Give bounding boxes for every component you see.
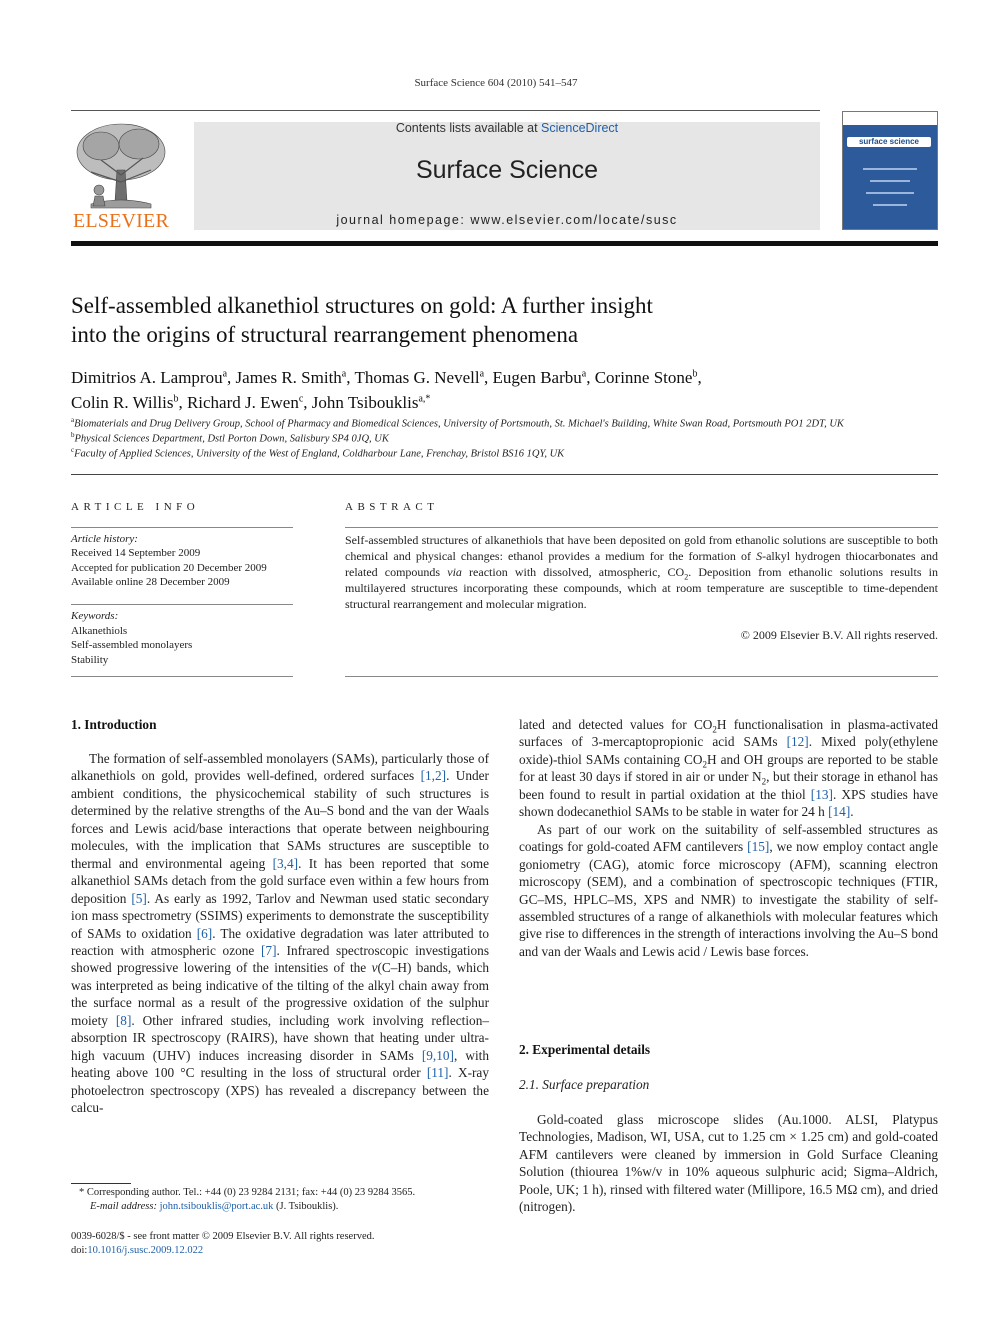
cover-title: surface science [847,137,931,147]
info-rule [71,676,293,677]
journal-cover-image [842,111,938,230]
sciencedirect-link[interactable]: ScienceDirect [541,121,619,135]
keyword: Stability [71,653,109,666]
contents-line [194,121,820,135]
history-item: Received 14 September 2009 [71,547,201,560]
doi-link[interactable]: 10.1016/j.susc.2009.12.022 [87,1245,204,1256]
author[interactable]: Eugen Barbu$^a$, [492,367,595,387]
abstract-rule [345,676,938,677]
journal-citation: Surface Science 604 (2010) 541–547 [414,77,578,89]
abstract-text: Self-assembled structures of alkanethiols that have been deposited on gold from ethanolic solutions are susceptible to both chemical and physical changes: ethanol provides a medium for the formation of S-alkyl hydrogen thiocarbonates and related compounds via reaction with dissolved, atmospheric, $CO_2$. Deposition from ethanolic solutions results in multilayered structures incorporating these compounds, which at room temperature are susceptible to time-dependent structural rearrangement and molecular migration. [345,533,938,611]
keyword: Self-assembled monolayers [71,639,193,651]
header-top-rule [71,110,820,111]
corresponding-author-footnote: * Corresponding author. Tel.: +44 (0) 23 9284 2131; fax: +44 (0) 23 9284 3565. [79,1187,416,1198]
article-info-heading: ARTICLE INFO [71,501,200,513]
surface-preparation-text: Gold-coated glass microscope slides (Au.1000. ALSI, Platypus Technologies, Madison, WI, USA, cut to 1.25 cm × 1.25 cm) and gold-coated AFM cantilevers were cleaned by immersion in Gold Surface Cleaning Solution (thiourea 1%w/v in 10% aqueous sulphuric acid; Sigma–Aldrich, Poole, UK; 1 h), rinsed with filtered water (Millipore, 16.5 MΩ cm), and dried (nitrogen). [519,1112,938,1215]
author[interactable]: Corinne Stone$^b$, [594,367,702,387]
cover-text-line [873,204,907,206]
author[interactable]: Richard J. Ewen$^c$, [186,393,312,413]
journal-homepage[interactable]: journal homepage: www.elsevier.com/locate/susc [336,213,678,227]
journal-name: Surface Science [415,156,599,184]
info-rule [71,527,293,528]
affiliation-rule [71,474,938,475]
introduction-text-left: The formation of self-assembled monolayers (SAMs), particularly those of alkanethiols on gold, provides well-defined, ordered surfaces [1,2]. Under ambient conditions, the physicochemical stability of such structures is determined by the relative strengths of the Au–S bond and the van der Waals forces and Lewis acid/base interactions that operate between neighbouring molecules, with the implication that SAMs structures are susceptible to thermal and environmental ageing [3,4]. It has been reported that some alkanethiol SAMs detach from the gold surface even within a few hours from deposition [5]. As early as 1992, Tarlov and Newman used static secondary ion mass spectrometry (SSIMS) experiments to demonstrate the susceptibility of SAMs to oxidation [6]. The oxidative degradation was later attributed to reaction with atmospheric ozone [7]. Infrared spectroscopic investigations showed progressive lowering of the intensities of the v(C–H) bands, which was interpreted as being indicative of the tilting of the alkyl chain away from the surface normal as a result of the progressive oxidation of the sulphur moiety [8]. Other infrared studies, including work involving reflection–absorption IR spectroscopy (RAIRS), have shown that heating under ultra-high vacuum (UHV) induces increasing disorder in SAMs [9,10], with heating above 100 °C resulting in the loss of structural order [11]. X-ray photoelectron spectroscopy (XPS) has revealed a discrepancy between the calcu- [71,751,489,1116]
affiliation: $^b$Physical Sciences Department, Dstl Porton Down, Salisbury SP4 0JQ, UK [71,431,389,445]
subsection-heading-surface-preparation: 2.1. Surface preparation [519,1077,650,1092]
history-item: Accepted for publication 20 December 2009 [71,561,267,574]
header-bottom-rule [71,241,938,246]
affiliation: $^a$Biomaterials and Drug Delivery Group, School of Pharmacy and Biomedical Sciences, University of Portsmouth, St. Michael's Building, White Swan Road, Portsmouth PO1 2DT, UK [71,416,844,430]
cover-top-band [843,112,937,125]
author-email-link[interactable]: john.tsibouklis@port.ac.uk [159,1201,274,1212]
section-heading-experimental: 2. Experimental details [519,1042,651,1057]
author[interactable]: James R. Smith$^a$, [235,367,355,387]
history-label: Article history: [71,533,138,545]
keywords-label: Keywords: [71,610,119,622]
abstract-rule [345,527,938,528]
cover-text-line [863,168,917,170]
email-footnote: E-mail address: john.tsibouklis@port.ac.uk (J. Tsibouklis). [90,1201,339,1212]
section-heading-introduction: 1. Introduction [71,717,157,732]
title-line: Self-assembled alkanethiol structures on gold: A further insight [71,293,653,318]
author[interactable]: John Tsibouklis$^{a,*}$ [311,393,431,413]
author[interactable]: Colin R. Willis$^b$, [71,393,187,413]
article-title [71,291,891,349]
cover-text-line [866,192,914,194]
author-list [71,363,931,414]
abstract-heading: ABSTRACT [345,501,439,513]
footnote-rule [71,1183,131,1184]
article-history [71,532,296,589]
keyword: Alkanethiols [71,624,128,637]
abstract-copyright: © 2009 Elsevier B.V. All rights reserved. [740,628,938,642]
keywords [71,609,296,667]
author[interactable]: Thomas G. Nevell$^a$, [354,367,493,387]
publisher-name: ELSEVIER [72,210,170,232]
issn-line: 0039-6028/$ - see front matter © 2009 Elsevier B.V. All rights reserved. [71,1231,375,1242]
info-rule [71,604,293,605]
affiliation: $^c$Faculty of Applied Sciences, University of the West of England, Coldharbour Lane, Frenchay, Bristol BS16 1QY, UK [71,446,565,460]
history-item: Available online 28 December 2009 [71,575,230,588]
introduction-text-right: lated and detected values for $CO_2H$ functionalisation in plasma-activated surfaces of 3-mercaptopropionic acid SAMs [12]. Mixed poly(ethylene oxide)-thiol SAMs containing $CO_2H$ and OH groups are reported to be stable for at least 30 days if stored in air or under $N_2$, but their storage in ethanol has been found to result in partial oxidation at the thiol [13]. XPS studies have shown dodecanethiol SAMs to be stable in water for 24 h [14]. As part of our work on the suitability of self-assembled structures as coatings for gold-coated AFM cantilevers [15], we now employ contact angle goniometry (CAG), atomic force microscopy (AFM), scanning electron microscopy (SEM), and a combination of spectroscopic techniques (FTIR, GC–MS, HPLC–MS, XPS and NMR) to investigate the stability of self-assembled structures of a range of alkanethiols with molecular features which give rise to differences in the strength of interactions involving the Au–S bond and van der Waals and Lewis acid / Lewis base forces. [519,717,938,959]
doi-line: doi:10.1016/j.susc.2009.12.022 [71,1245,204,1256]
cover-text-line [870,180,910,182]
contents-prefix: Contents lists available at [395,121,542,135]
title-line: into the origins of structural rearrangement phenomena [71,322,579,347]
author[interactable]: Dimitrios A. Lamprou$^a$, [71,367,236,387]
